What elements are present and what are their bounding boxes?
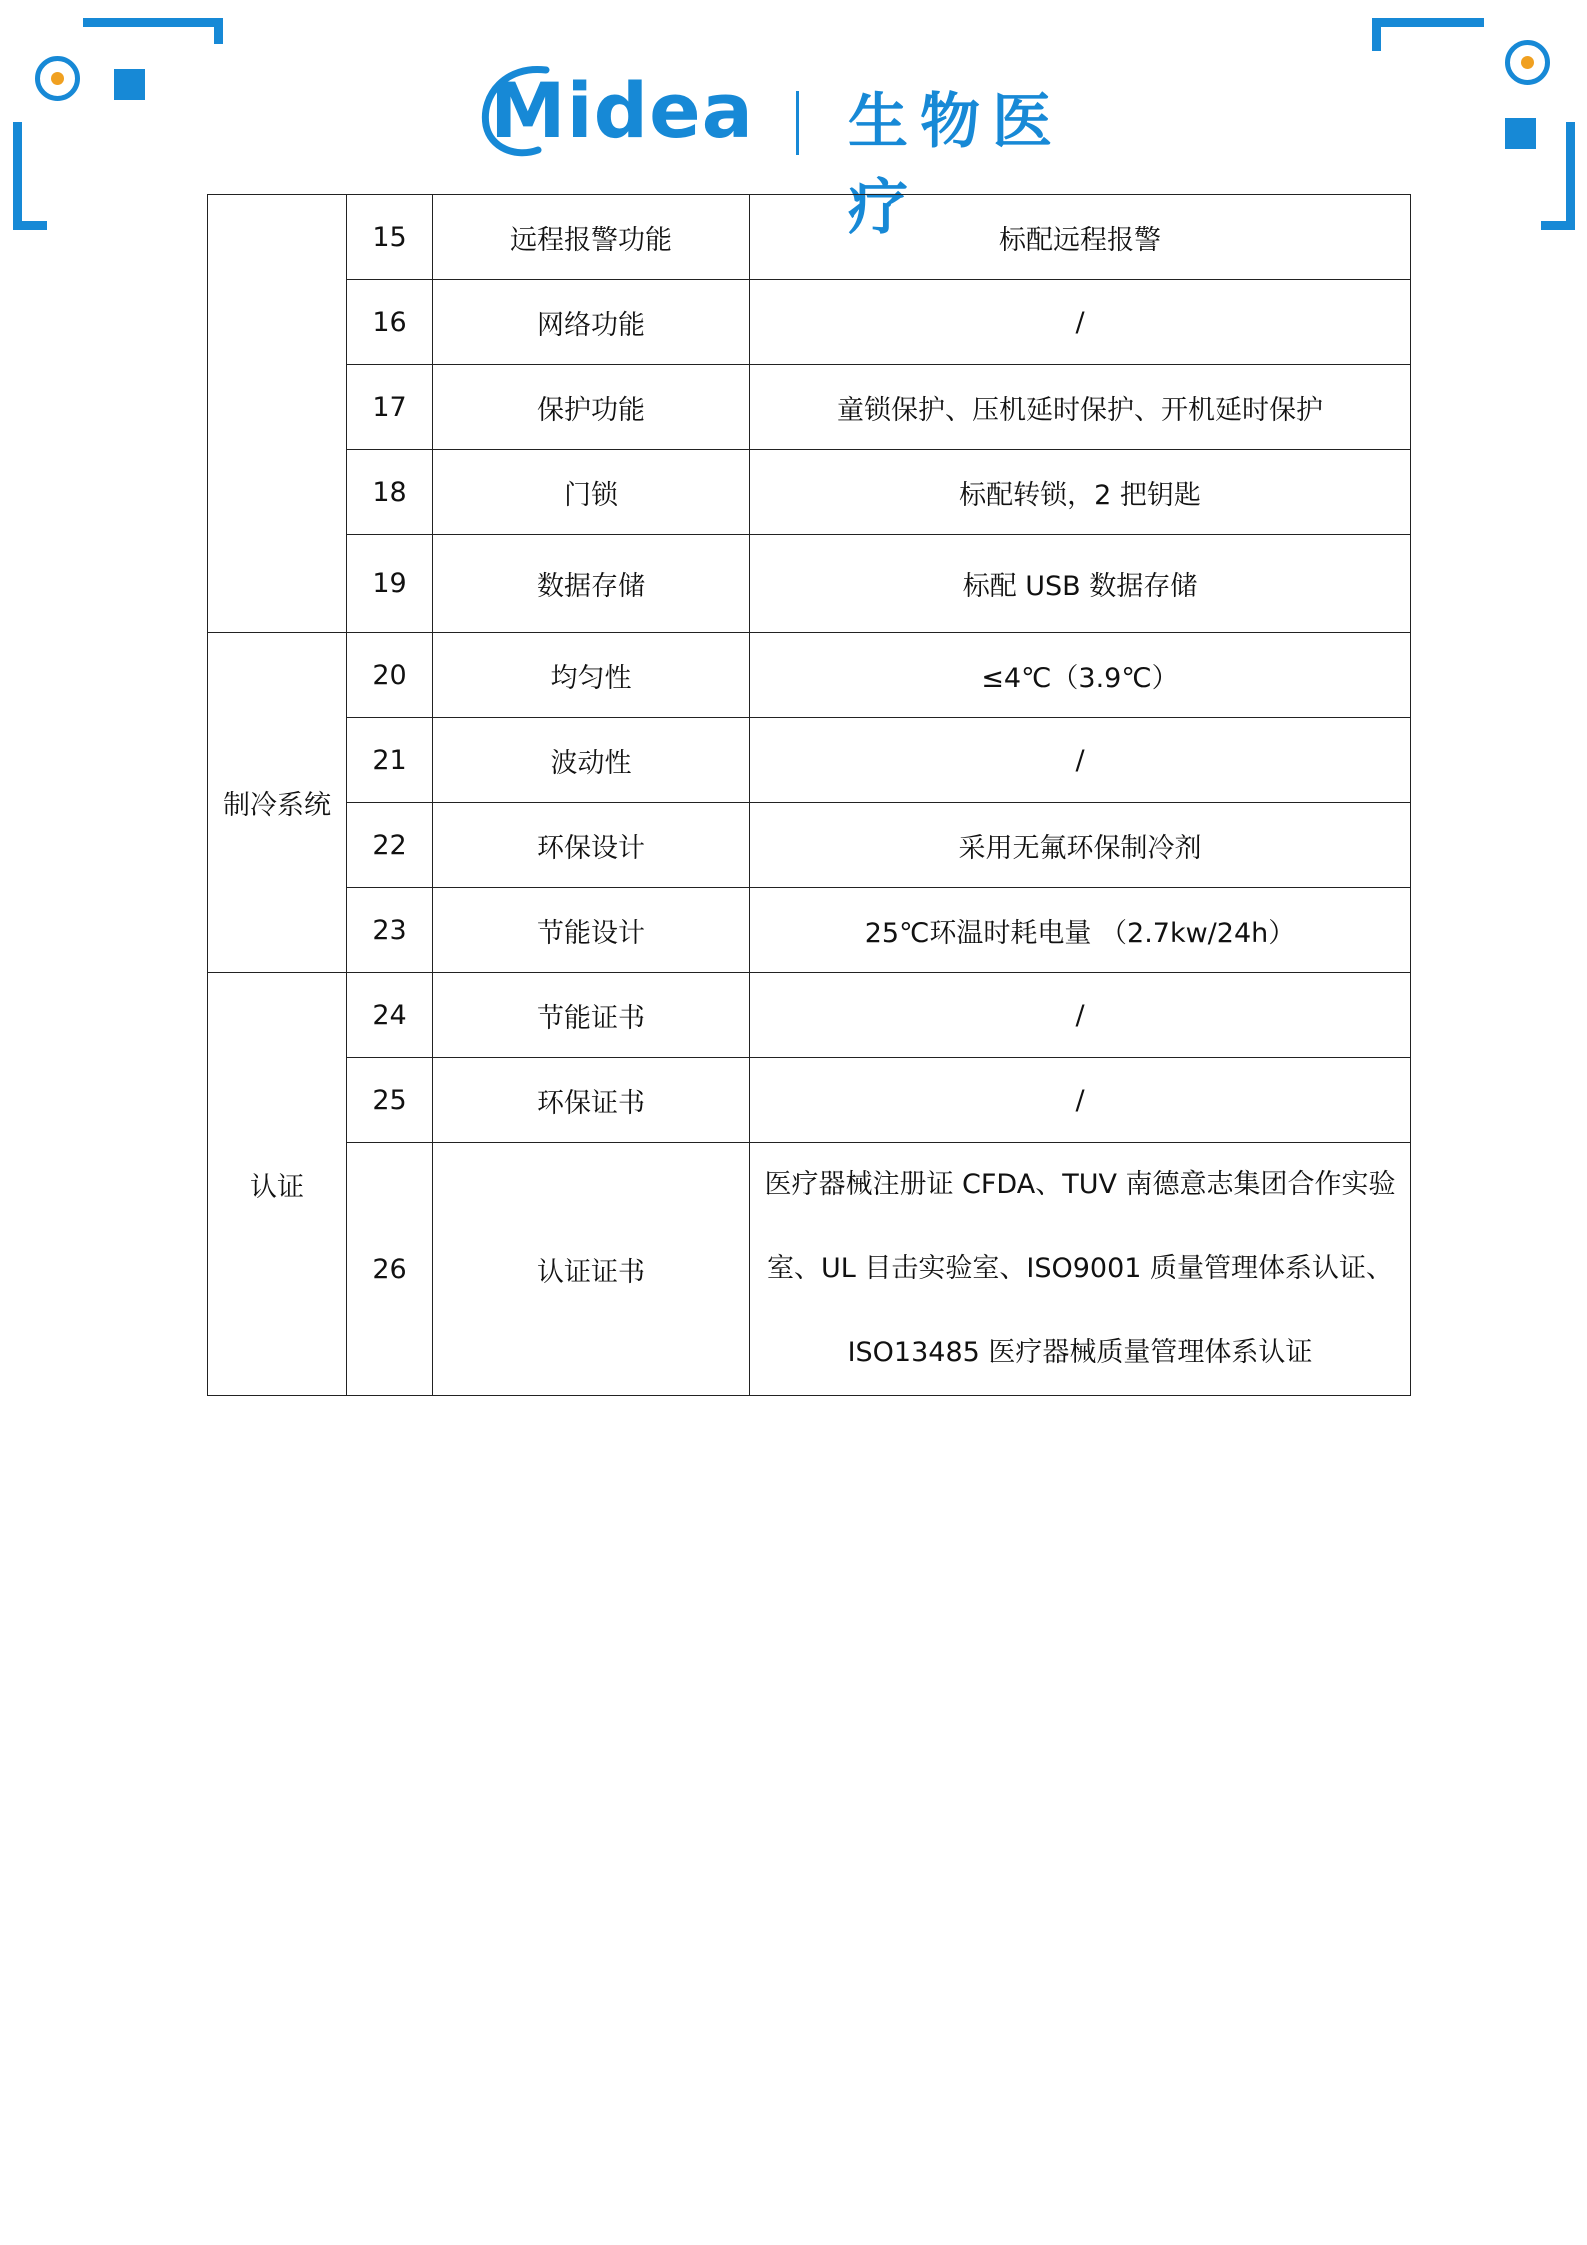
- square-left: [114, 69, 145, 100]
- table-row: [208, 1058, 1411, 1143]
- row-item: 环保设计: [433, 803, 750, 888]
- row-item: 节能证书: [433, 973, 750, 1058]
- row-number: 25: [347, 1058, 433, 1143]
- table-row: [208, 718, 1411, 803]
- row-number: 18: [347, 450, 433, 535]
- row-item: 门锁: [433, 450, 750, 535]
- brand-name-cn: 生物医疗: [848, 87, 1064, 243]
- group-cell-cooling: 制冷系统: [208, 633, 347, 973]
- row-value: /: [750, 718, 1411, 803]
- table-row: [208, 535, 1411, 633]
- row-value: 25℃环温时耗电量 （2.7kw/24h）: [750, 888, 1411, 973]
- row-value: 采用无氟环保制冷剂: [750, 803, 1411, 888]
- corner-left-h: [13, 221, 47, 230]
- row-number: 16: [347, 280, 433, 365]
- corner-top-left-h: [83, 18, 223, 27]
- row-number: 20: [347, 633, 433, 718]
- row-item: 节能设计: [433, 888, 750, 973]
- row-number: 22: [347, 803, 433, 888]
- table-row: [208, 803, 1411, 888]
- corner-top-right-h: [1372, 18, 1484, 27]
- row-number: 23: [347, 888, 433, 973]
- row-item: 远程报警功能: [433, 195, 750, 280]
- table-row: [208, 365, 1411, 450]
- corner-top-right-v: [1372, 18, 1381, 51]
- row-number: 26: [347, 1143, 433, 1396]
- value-line: 室、UL 目击实验室、ISO9001 质量管理体系认证、: [766, 1253, 1394, 1284]
- corner-left-v: [13, 122, 22, 230]
- row-number: 17: [347, 365, 433, 450]
- row-value: 标配转锁，2 把钥匙: [750, 450, 1411, 535]
- row-item: 均匀性: [433, 633, 750, 718]
- table-row: [208, 280, 1411, 365]
- row-value-long: [750, 1143, 1411, 1396]
- row-number: 21: [347, 718, 433, 803]
- table-row: [208, 973, 1411, 1058]
- row-number: 19: [347, 535, 433, 633]
- group-cell-blank: [208, 195, 347, 633]
- target-dot-right-core: [1521, 56, 1534, 69]
- table-row: [208, 450, 1411, 535]
- row-value: 童锁保护、压机延时保护、开机延时保护: [750, 365, 1411, 450]
- row-item: 网络功能: [433, 280, 750, 365]
- square-right: [1505, 118, 1536, 149]
- row-item: 数据存储: [433, 535, 750, 633]
- row-value: 标配远程报警: [750, 195, 1411, 280]
- row-value: /: [750, 1058, 1411, 1143]
- row-value: 标配 USB 数据存储: [750, 535, 1411, 633]
- row-item: 保护功能: [433, 365, 750, 450]
- corner-top-left-v: [214, 18, 223, 44]
- row-value: /: [750, 973, 1411, 1058]
- group-cell-certification: 认证: [208, 973, 347, 1396]
- value-line: 医疗器械注册证 CFDA、TUV 南德意志集团合作实验: [764, 1169, 1396, 1200]
- corner-right-h: [1541, 221, 1575, 230]
- row-item: 认证证书: [433, 1143, 750, 1396]
- value-line: ISO13485 医疗器械质量管理体系认证: [847, 1337, 1313, 1368]
- row-item: 环保证书: [433, 1058, 750, 1143]
- row-value: /: [750, 280, 1411, 365]
- row-number: 15: [347, 195, 433, 280]
- logo-divider: [796, 91, 799, 155]
- target-dot-left-core: [51, 72, 64, 85]
- row-item: 波动性: [433, 718, 750, 803]
- table-row: [208, 195, 1411, 280]
- spec-table: [207, 194, 1411, 1396]
- table-row: [208, 1143, 1411, 1396]
- table-row: [208, 633, 1411, 718]
- row-number: 24: [347, 973, 433, 1058]
- brand-name: Midea: [490, 66, 754, 155]
- table-row: [208, 888, 1411, 973]
- row-value: ≤4℃（3.9℃）: [750, 633, 1411, 718]
- corner-right-v: [1566, 122, 1575, 230]
